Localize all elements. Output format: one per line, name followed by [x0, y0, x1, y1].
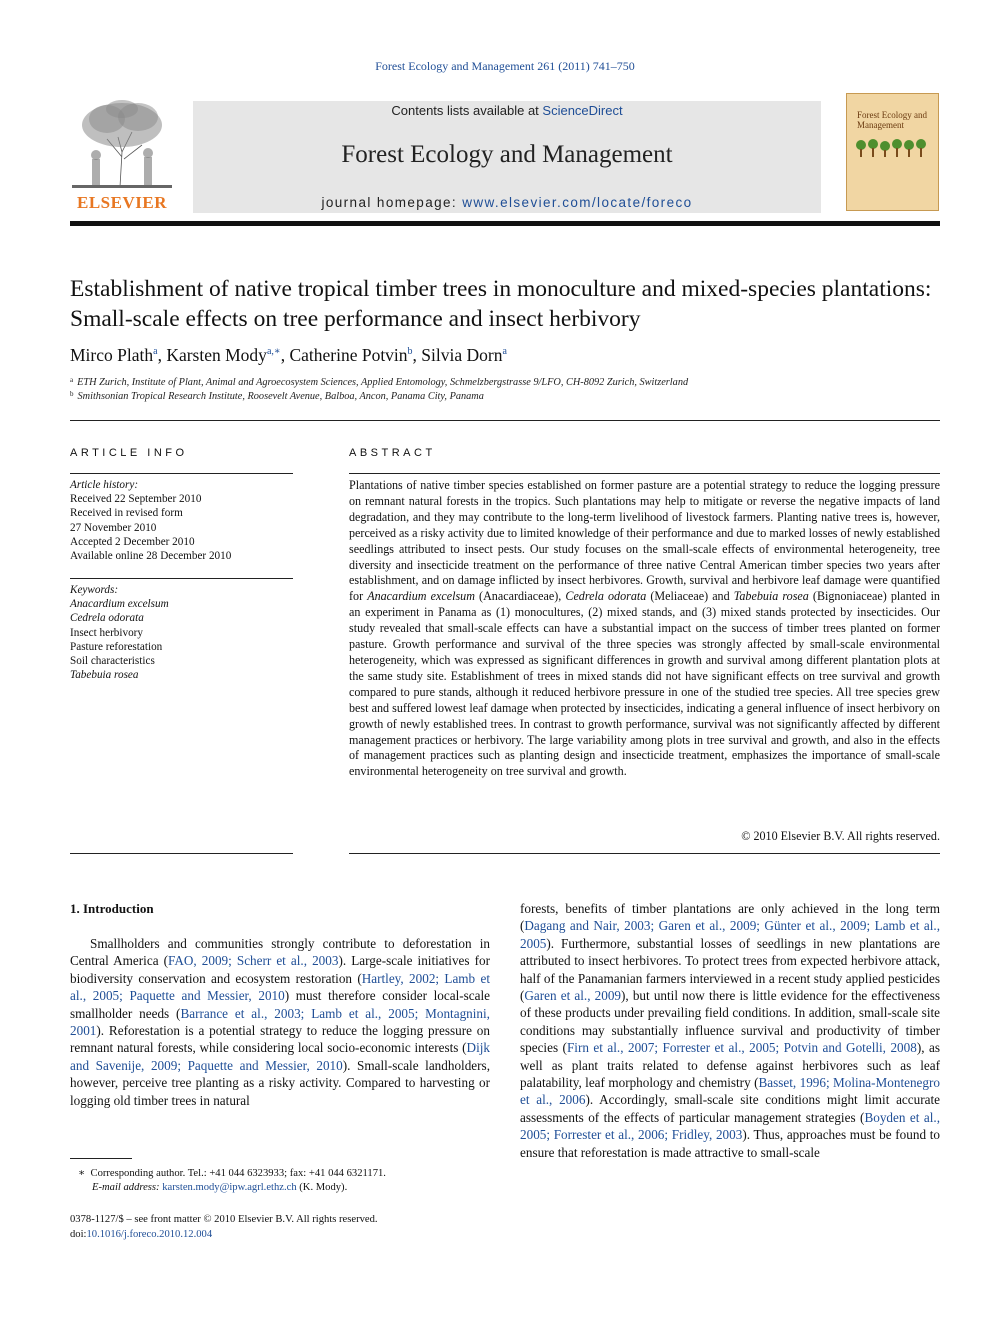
corresponding-text: Corresponding author. Tel.: +41 044 6323933; fax: +41 044 6321171.	[90, 1168, 386, 1179]
cover-forest-icon	[855, 138, 931, 158]
affiliation-marker: b	[70, 390, 74, 398]
abstract-text: (Meliaceae) and	[646, 589, 734, 604]
history-item: Available online 28 December 2010	[70, 550, 232, 563]
author-affil-marker[interactable]: a,∗	[266, 346, 281, 357]
front-matter	[70, 1212, 378, 1242]
article-history	[70, 478, 295, 563]
species-name: Cedrela odorata	[565, 589, 647, 604]
intro-text: ) must therefore consider local-scale smallholder needs (	[70, 988, 490, 1021]
species-name: Anacardium excelsum	[367, 589, 475, 604]
intro-right-column	[520, 900, 940, 1161]
doi-link[interactable]: 10.1016/j.foreco.2010.12.004	[86, 1229, 213, 1240]
elsevier-logo[interactable]	[70, 97, 174, 213]
email-footnote	[92, 1182, 347, 1193]
history-item: 27 November 2010	[70, 521, 157, 534]
author-name[interactable]: Karsten Mody	[166, 345, 267, 365]
keywords	[70, 583, 295, 682]
affiliation-text: Smithsonian Tropical Research Institute, Roosevelt Avenue, Balboa, Ancon, Panama City, Panama	[77, 391, 484, 402]
keyword: Cedrela odorata	[70, 612, 144, 625]
affiliation	[70, 390, 484, 402]
citation-link[interactable]: Firn et al., 2007; Forrester et al., 2005; Potvin and Gotelli, 2008	[566, 1040, 917, 1056]
history-item: Received in revised form	[70, 507, 183, 520]
abstract-text: Plantations of native timber species established on former pasture are a potential strategy to reduce the logging pressure on remnant natural forests in the tropics. Such plantations may help to mitigate or reverse the negative impacts of land degradation, and they may contribute to the long-term livelihood of livestock farmers. Planting native trees is, however, perceived as a risky activity due to limited knowledge of their performance and due to marked losses of newly established seedlings attributed to insect pests. Our study focuses on the small-scale effects of environmental heterogeneity, tree diversity and insecticide treatment on the performance of three native Central American timber species two years after establishment, and on damage inflicted by insect herbivores. Growth, survival and herbivore leaf damage were quantified for	[349, 478, 940, 604]
intro-text: ). Small-scale landholders, however, perceive tree planting as a risky activity. Compared to harvesting or logging old timber trees in natural	[70, 1057, 490, 1108]
intro-text: Smallholders and communities strongly contribute to deforestation in Central America (	[70, 936, 490, 969]
affiliation-text: ETH Zurich, Institute of Plant, Animal and Agroecosystem Sciences, Applied Entomology, Schmelzbergstrasse 9/LFO, CH-8092 Zurich, Switzerland	[77, 377, 689, 388]
abstract-body	[349, 478, 940, 780]
abstract-end-rule	[349, 853, 940, 854]
intro-text: ), but until now there is little evidence for the effectiveness of these products under prevailing field conditions. In addition, small-scale site conditions may substantially influence survival and productivity of timber species (	[520, 988, 940, 1056]
history-label: Article history:	[70, 479, 139, 491]
header-rule	[70, 221, 940, 226]
corresponding-footnote	[78, 1167, 386, 1179]
intro-text: ). Furthermore, substantial losses of seedlings in new plantations are attributed to insect herbivores. To protect trees from expected herbivore attack, half of the Panamanian farmers interviewed in a recent study applied pesticides (	[520, 935, 940, 1004]
article-title: Establishment of native tropical timber trees in monoculture and mixed-species plantations: Small-scale effects on tree performance and insect herbivory	[70, 276, 932, 332]
intro-text: ). Thus, approaches must be found to ensure that reforestation is made attractive to small-scale	[520, 1127, 940, 1160]
history-item: Received 22 September 2010	[70, 493, 202, 506]
keyword: Tabebuia rosea	[70, 669, 139, 682]
intro-text: ). Reforestation is a potential strategy to reduce the logging pressure on remnant natural forests, while considering local socio-economic interests (	[70, 1023, 490, 1056]
citation-link[interactable]: Dagang and Nair, 2003; Garen et al., 2009; Günter et al., 2009; Lamb et al., 2005	[520, 918, 940, 951]
citation-link[interactable]: Barrance et al., 2003; Lamb et al., 2005; Montagnini, 2001	[70, 1005, 490, 1039]
section-rule	[70, 420, 940, 421]
cover-title: Forest Ecology and Management	[857, 110, 927, 130]
homepage-prefix: journal homepage:	[321, 195, 463, 210]
citation-link[interactable]: Dijk and Savenije, 2009; Paquette and Messier, 2010	[70, 1040, 490, 1073]
keyword: Soil characteristics	[70, 655, 155, 668]
intro-left-column	[70, 935, 490, 1109]
footnote-star: ∗	[78, 1168, 86, 1179]
introduction-heading: 1. Introduction	[70, 901, 154, 916]
species-name: Tabebuia rosea	[733, 589, 809, 604]
doi-prefix: doi:	[70, 1229, 87, 1240]
email-suffix: (K. Mody).	[296, 1182, 348, 1193]
email-link[interactable]: karsten.mody@ipw.agrl.ethz.ch	[162, 1182, 297, 1193]
abstract-rule	[349, 473, 940, 474]
email-label: E-mail address:	[92, 1182, 160, 1193]
author-name[interactable]: Silvia Dorn	[421, 345, 503, 365]
issn-line: 0378-1127/$ – see front matter © 2010 Elsevier B.V. All rights reserved.	[70, 1214, 378, 1225]
author-affil-marker[interactable]: a	[502, 346, 507, 357]
homepage-link[interactable]: www.elsevier.com/locate/foreco	[462, 195, 693, 210]
citation-link[interactable]: Garen et al., 2009	[524, 988, 622, 1004]
citation-link[interactable]: FAO, 2009; Scherr et al., 2003	[168, 953, 339, 969]
abstract-text: (Bignoniaceae) planted in an experiment in Panama as (1) monocultures, (2) mixed stands, and (3) mixed stands protected by insecticides. Our study revealed that small-scale effects can have a substantial impact on the success of timber trees planted on former pasture. Growth performance and survival of the three species was strongly affected by small-scale environmental heterogeneity, which was expressed as significant differences in growth and survival among different plantation plots at the same study site. Establishment of trees in mixed stands did not have significant effects on tree survival and growth compared to pure stands, although it reduced herbivore pressure in one of the studied tree species. All tree species grew best and suffered lowest leaf damage when protected by insecticides, indicating a general influence of insect herbivory on growth of newly established trees. In contrast to growth performance, survival was not significantly affected by different management practices or herbivory. The large variability among plots in tree survival and growth, and also in the effects of management practices such as planting design and insecticide treatment, emphasizes the importance of small-scale environmental heterogeneity on tree survival and growth.	[349, 589, 940, 779]
keywords-rule	[70, 578, 293, 579]
intro-text: ). Accordingly, small-scale site conditions might limit accurate assessments of the effects of particular management strategies (	[520, 1092, 940, 1125]
contents-line	[193, 103, 821, 118]
sciencedirect-link[interactable]: ScienceDirect	[542, 103, 623, 118]
affiliation	[70, 376, 688, 388]
journal-banner	[193, 101, 821, 213]
author-affil-marker[interactable]: a	[153, 346, 158, 357]
author-name[interactable]: Catherine Potvin	[289, 345, 408, 365]
journal-title: Forest Ecology and Management	[341, 141, 673, 168]
journal-homepage	[193, 195, 821, 210]
affiliation-marker: a	[70, 376, 74, 384]
keyword: Insect herbivory	[70, 626, 144, 639]
author-name[interactable]: Mirco Plath	[70, 345, 154, 365]
article-info-rule	[70, 473, 293, 474]
keywords-label: Keywords:	[70, 584, 119, 596]
citation-link[interactable]: Basset, 1996; Molina-Montenegro et al., 2006	[520, 1075, 940, 1108]
citation-link[interactable]: Boyden et al., 2005; Forrester et al., 2006; Fridley, 2003	[520, 1109, 940, 1143]
article-info-heading: ARTICLE INFO	[70, 447, 188, 459]
footnote-rule	[70, 1158, 132, 1159]
contents-prefix: Contents lists available at	[391, 103, 543, 118]
doi-line	[70, 1227, 378, 1242]
elsevier-tree-logo-icon	[72, 97, 172, 189]
keyword: Anacardium excelsum	[70, 598, 169, 611]
elsevier-wordmark: ELSEVIER	[77, 193, 167, 212]
copyright: © 2010 Elsevier B.V. All rights reserved.	[741, 829, 940, 843]
author-affil-marker[interactable]: b	[407, 346, 413, 357]
intro-text: ), as well as plant traits related to defense against herbivores such as leaf palatability, leaf morphology and chemistry (	[520, 1040, 940, 1091]
abstract-heading: ABSTRACT	[349, 447, 436, 459]
journal-cover-thumbnail[interactable]	[846, 93, 939, 211]
author-list: Mirco Plath$^a$, Karsten Mody$^{a,∗}$, Catherine Potvin$^b$, Silvia Dorn$^a$	[70, 345, 507, 365]
intro-text: forests, benefits of timber plantations are only achieved in the long term (	[520, 901, 940, 934]
article-info-end-rule	[70, 853, 293, 854]
citation-link[interactable]: Hartley, 2002; Lamb et al., 2005; Paquette and Messier, 2010	[70, 970, 490, 1004]
abstract-text: (Anacardiaceae),	[474, 589, 566, 604]
history-item: Accepted 2 December 2010	[70, 535, 195, 548]
intro-text: ). Large-scale initiatives for biodiversity conservation and ecosystem restoration (	[70, 953, 490, 986]
journal-citation[interactable]: Forest Ecology and Management 261 (2011) 741–750	[375, 59, 635, 73]
keyword: Pasture reforestation	[70, 640, 163, 653]
